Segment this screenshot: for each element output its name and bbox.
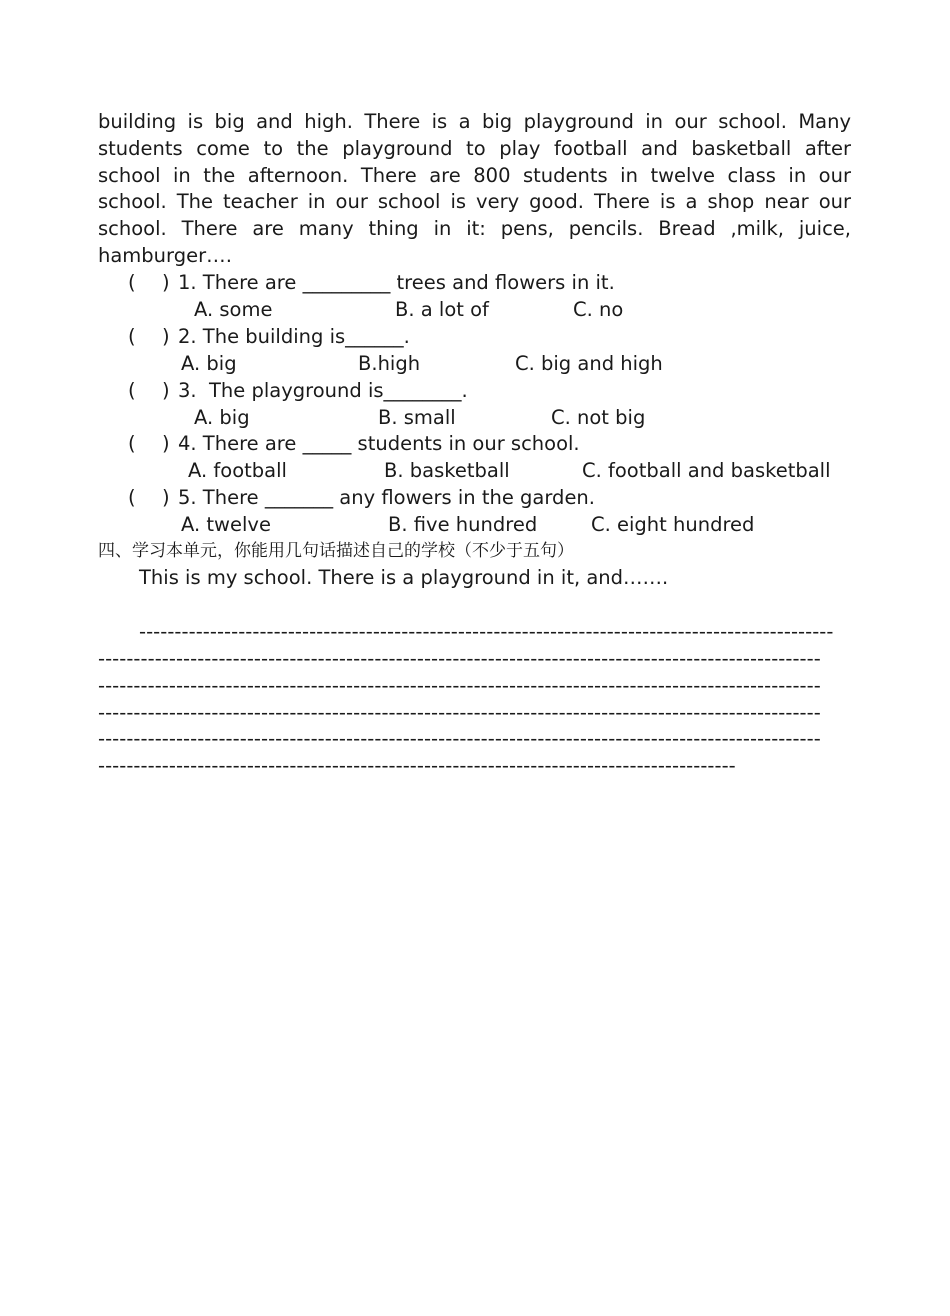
option-a: A. football bbox=[188, 459, 287, 482]
passage-line: school in the afternoon. There are 800 students in twelve class in our bbox=[98, 163, 851, 187]
answer-open-paren: ( bbox=[128, 486, 136, 509]
writing-prompt: This is my school. There is a playground in it, and……. bbox=[139, 566, 669, 589]
passage-line: school. There are many thing in it: pens, pencils. Bread ,milk, juice, bbox=[98, 217, 851, 241]
writing-line: ------------------------------------------------------------------------------------------------------ bbox=[98, 647, 821, 670]
passage-line: hamburger‥‥ bbox=[98, 243, 233, 267]
writing-line: ------------------------------------------------------------------------------------------------------ bbox=[98, 727, 821, 750]
option-b: B.high bbox=[358, 352, 421, 375]
question-stem: 1. There are _________ trees and flowers in it. bbox=[178, 271, 615, 294]
answer-close-paren: ) bbox=[162, 271, 170, 294]
answer-open-paren: ( bbox=[128, 379, 136, 402]
option-b: B. a lot of bbox=[395, 298, 489, 321]
passage-line: school. The teacher in our school is very good. There is a shop near our bbox=[98, 190, 851, 214]
passage-line: students come to the playground to play football and basketball after bbox=[98, 136, 851, 160]
writing-line: ------------------------------------------------------------------------------------------ bbox=[98, 754, 736, 777]
answer-open-paren: ( bbox=[128, 432, 136, 455]
answer-close-paren: ) bbox=[162, 486, 170, 509]
option-b: B. five hundred bbox=[388, 513, 538, 536]
question-stem: 3. The playground is________. bbox=[178, 379, 468, 402]
option-c: C. not big bbox=[551, 406, 646, 429]
answer-close-paren: ) bbox=[162, 432, 170, 455]
option-b: B. small bbox=[378, 406, 456, 429]
option-c: C. big and high bbox=[515, 352, 663, 375]
writing-line: ------------------------------------------------------------------------------------------------------ bbox=[98, 674, 821, 697]
reading-passage bbox=[98, 108, 851, 269]
option-c: C. football and basketball bbox=[582, 459, 831, 482]
option-c: C. eight hundred bbox=[591, 513, 755, 536]
writing-line: -------------------------------------------------------------------------------------------------- bbox=[139, 620, 834, 643]
option-a: A. twelve bbox=[181, 513, 271, 536]
section-heading: 四、学习本单元，你能用几句话描述自己的学校（不少于五句） bbox=[98, 541, 574, 561]
question-stem: 5. There _______ any flowers in the garden. bbox=[178, 486, 595, 509]
answer-close-paren: ) bbox=[162, 379, 170, 402]
option-b: B. basketball bbox=[384, 459, 510, 482]
question-stem: 2. The building is______. bbox=[178, 325, 410, 348]
option-a: A. big bbox=[194, 406, 250, 429]
writing-line: ------------------------------------------------------------------------------------------------------ bbox=[98, 701, 821, 724]
question-stem: 4. There are _____ students in our school. bbox=[178, 432, 580, 455]
answer-close-paren: ) bbox=[162, 325, 170, 348]
option-a: A. some bbox=[194, 298, 273, 321]
answer-open-paren: ( bbox=[128, 271, 136, 294]
option-a: A. big bbox=[181, 352, 237, 375]
answer-open-paren: ( bbox=[128, 325, 136, 348]
option-c: C. no bbox=[573, 298, 624, 321]
passage-line: building is big and high. There is a big playground in our school. Many bbox=[98, 110, 851, 133]
